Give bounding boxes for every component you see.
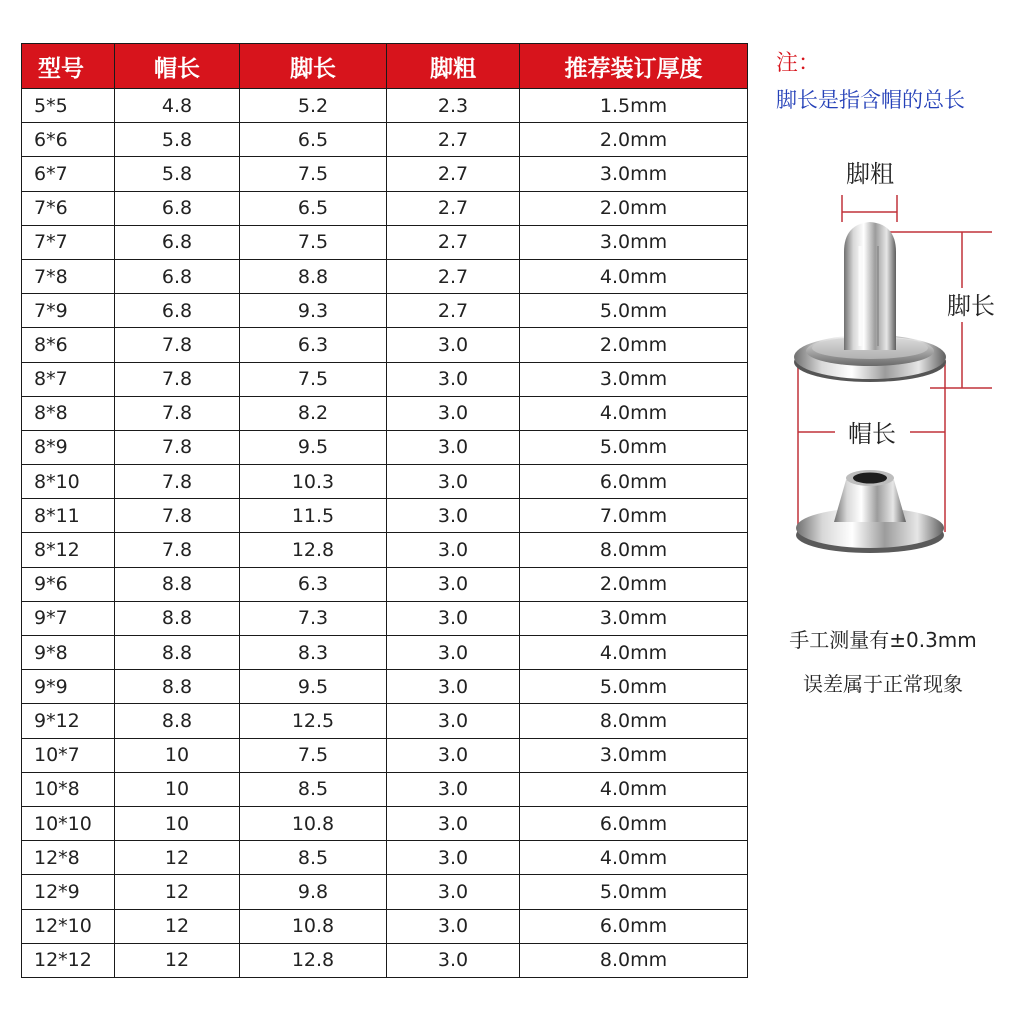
cell-thickness: 3.0mm <box>520 601 748 635</box>
cell-model: 6*7 <box>22 157 115 191</box>
cell-model: 6*6 <box>22 123 115 157</box>
header-thickness: 推荐装订厚度 <box>520 44 748 89</box>
cell-leg-diameter: 3.0 <box>387 704 520 738</box>
cell-model: 8*10 <box>22 465 115 499</box>
cell-thickness: 3.0mm <box>520 157 748 191</box>
header-leg-length: 脚长 <box>240 44 387 89</box>
cell-model: 8*9 <box>22 430 115 464</box>
table-row <box>22 465 748 499</box>
table-row <box>22 670 748 704</box>
table-row <box>22 704 748 738</box>
cell-cap-length: 7.8 <box>115 465 240 499</box>
cell-thickness: 8.0mm <box>520 943 748 977</box>
cell-thickness: 4.0mm <box>520 259 748 293</box>
cell-leg-diameter: 3.0 <box>387 636 520 670</box>
cell-leg-diameter: 2.7 <box>387 157 520 191</box>
cell-leg-length: 8.5 <box>240 841 387 875</box>
cell-leg-length: 6.3 <box>240 567 387 601</box>
cell-thickness: 5.0mm <box>520 430 748 464</box>
table-row <box>22 225 748 259</box>
cell-leg-length: 10.8 <box>240 909 387 943</box>
cell-model: 7*6 <box>22 191 115 225</box>
table-row <box>22 841 748 875</box>
cell-leg-diameter: 3.0 <box>387 499 520 533</box>
cell-leg-diameter: 3.0 <box>387 841 520 875</box>
cell-model: 7*9 <box>22 294 115 328</box>
cell-model: 8*8 <box>22 396 115 430</box>
cell-model: 9*7 <box>22 601 115 635</box>
cell-leg-length: 8.8 <box>240 259 387 293</box>
cell-leg-length: 9.5 <box>240 430 387 464</box>
cell-cap-length: 6.8 <box>115 259 240 293</box>
rivet-diagram <box>780 150 1010 570</box>
cell-model: 9*9 <box>22 670 115 704</box>
table-row <box>22 157 748 191</box>
cell-thickness: 5.0mm <box>520 294 748 328</box>
cell-model: 9*8 <box>22 636 115 670</box>
cell-cap-length: 6.8 <box>115 294 240 328</box>
cell-model: 8*11 <box>22 499 115 533</box>
table-row <box>22 636 748 670</box>
cell-thickness: 2.0mm <box>520 123 748 157</box>
cell-leg-length: 6.5 <box>240 191 387 225</box>
cell-leg-diameter: 3.0 <box>387 567 520 601</box>
rivet-cap-icon <box>794 222 946 382</box>
cell-cap-length: 4.8 <box>115 89 240 123</box>
cell-cap-length: 8.8 <box>115 670 240 704</box>
cell-thickness: 6.0mm <box>520 909 748 943</box>
cell-leg-length: 9.5 <box>240 670 387 704</box>
cell-thickness: 4.0mm <box>520 772 748 806</box>
cell-thickness: 8.0mm <box>520 533 748 567</box>
cell-leg-length: 7.5 <box>240 738 387 772</box>
table-row <box>22 89 748 123</box>
table-row <box>22 396 748 430</box>
cell-leg-diameter: 3.0 <box>387 533 520 567</box>
cell-leg-length: 10.3 <box>240 465 387 499</box>
cell-model: 9*6 <box>22 567 115 601</box>
cell-leg-diameter: 3.0 <box>387 670 520 704</box>
table-row <box>22 533 748 567</box>
cell-cap-length: 7.8 <box>115 499 240 533</box>
table-row <box>22 499 748 533</box>
cell-leg-length: 7.5 <box>240 225 387 259</box>
table-row <box>22 191 748 225</box>
cell-leg-length: 8.5 <box>240 772 387 806</box>
cell-thickness: 7.0mm <box>520 499 748 533</box>
cell-cap-length: 8.8 <box>115 567 240 601</box>
cell-model: 12*8 <box>22 841 115 875</box>
table-body <box>22 89 748 978</box>
cell-leg-diameter: 3.0 <box>387 396 520 430</box>
cell-thickness: 6.0mm <box>520 806 748 840</box>
cell-cap-length: 12 <box>115 909 240 943</box>
cell-model: 8*6 <box>22 328 115 362</box>
cell-thickness: 5.0mm <box>520 875 748 909</box>
cell-model: 8*7 <box>22 362 115 396</box>
cell-leg-length: 10.8 <box>240 806 387 840</box>
rivet-base-icon <box>796 470 944 553</box>
cell-leg-diameter: 3.0 <box>387 772 520 806</box>
cell-leg-length: 6.5 <box>240 123 387 157</box>
cell-leg-length: 12.8 <box>240 533 387 567</box>
cell-thickness: 8.0mm <box>520 704 748 738</box>
cell-thickness: 5.0mm <box>520 670 748 704</box>
cell-leg-diameter: 2.7 <box>387 259 520 293</box>
cell-thickness: 3.0mm <box>520 738 748 772</box>
cell-cap-length: 10 <box>115 806 240 840</box>
cell-leg-diameter: 2.7 <box>387 225 520 259</box>
cell-cap-length: 7.8 <box>115 328 240 362</box>
cell-leg-length: 12.8 <box>240 943 387 977</box>
cell-cap-length: 12 <box>115 943 240 977</box>
cell-model: 9*12 <box>22 704 115 738</box>
cell-leg-length: 5.2 <box>240 89 387 123</box>
cell-thickness: 4.0mm <box>520 636 748 670</box>
table-row <box>22 738 748 772</box>
cell-cap-length: 8.8 <box>115 704 240 738</box>
cell-leg-length: 8.3 <box>240 636 387 670</box>
cell-thickness: 4.0mm <box>520 396 748 430</box>
table-row <box>22 430 748 464</box>
table-row <box>22 259 748 293</box>
cell-cap-length: 8.8 <box>115 601 240 635</box>
cell-leg-diameter: 2.7 <box>387 123 520 157</box>
cell-thickness: 6.0mm <box>520 465 748 499</box>
cell-model: 7*8 <box>22 259 115 293</box>
cell-leg-diameter: 3.0 <box>387 430 520 464</box>
cell-leg-diameter: 2.7 <box>387 191 520 225</box>
cell-cap-length: 7.8 <box>115 396 240 430</box>
table-row <box>22 328 748 362</box>
spec-table <box>21 43 748 978</box>
cell-cap-length: 5.8 <box>115 157 240 191</box>
cell-model: 12*10 <box>22 909 115 943</box>
table-row <box>22 601 748 635</box>
label-leg-length: 脚长 <box>947 292 995 320</box>
cell-cap-length: 6.8 <box>115 191 240 225</box>
cell-cap-length: 7.8 <box>115 362 240 396</box>
cell-thickness: 4.0mm <box>520 841 748 875</box>
cell-leg-diameter: 3.0 <box>387 601 520 635</box>
cell-leg-diameter: 2.7 <box>387 294 520 328</box>
cell-leg-length: 9.3 <box>240 294 387 328</box>
cell-leg-diameter: 2.3 <box>387 89 520 123</box>
cell-thickness: 2.0mm <box>520 567 748 601</box>
note-label: 注： <box>776 51 821 76</box>
cell-cap-length: 7.8 <box>115 430 240 464</box>
header-leg-diameter: 脚粗 <box>387 44 520 89</box>
table-row <box>22 362 748 396</box>
cell-leg-length: 7.5 <box>240 157 387 191</box>
footnote-line-1: 手工测量有±0.3mm <box>789 628 977 652</box>
table-header-row <box>22 44 748 89</box>
cell-model: 7*7 <box>22 225 115 259</box>
table-row <box>22 294 748 328</box>
header-cap-length: 帽长 <box>115 44 240 89</box>
table-row <box>22 806 748 840</box>
cell-leg-diameter: 3.0 <box>387 943 520 977</box>
cell-cap-length: 12 <box>115 875 240 909</box>
cell-model: 10*8 <box>22 772 115 806</box>
cell-model: 12*12 <box>22 943 115 977</box>
label-cap-length: 帽长 <box>848 420 896 448</box>
table-row <box>22 943 748 977</box>
cell-leg-diameter: 3.0 <box>387 806 520 840</box>
cell-leg-length: 7.3 <box>240 601 387 635</box>
cell-model: 8*12 <box>22 533 115 567</box>
cell-cap-length: 5.8 <box>115 123 240 157</box>
cell-cap-length: 10 <box>115 772 240 806</box>
table-row <box>22 772 748 806</box>
cell-thickness: 3.0mm <box>520 225 748 259</box>
cell-leg-diameter: 3.0 <box>387 875 520 909</box>
cell-cap-length: 12 <box>115 841 240 875</box>
cell-leg-length: 7.5 <box>240 362 387 396</box>
label-diameter: 脚粗 <box>846 160 894 188</box>
cell-leg-length: 6.3 <box>240 328 387 362</box>
header-model: 型号 <box>22 44 115 89</box>
cell-cap-length: 10 <box>115 738 240 772</box>
cell-leg-diameter: 3.0 <box>387 328 520 362</box>
cell-leg-length: 11.5 <box>240 499 387 533</box>
footnote-line-2: 误差属于正常现象 <box>803 672 963 696</box>
cell-cap-length: 8.8 <box>115 636 240 670</box>
cell-leg-length: 12.5 <box>240 704 387 738</box>
cell-thickness: 2.0mm <box>520 191 748 225</box>
cell-leg-diameter: 3.0 <box>387 362 520 396</box>
cell-leg-diameter: 3.0 <box>387 465 520 499</box>
cell-leg-length: 9.8 <box>240 875 387 909</box>
cell-leg-diameter: 3.0 <box>387 738 520 772</box>
cell-thickness: 3.0mm <box>520 362 748 396</box>
cell-model: 10*10 <box>22 806 115 840</box>
cell-leg-diameter: 3.0 <box>387 909 520 943</box>
cell-cap-length: 7.8 <box>115 533 240 567</box>
cell-model: 12*9 <box>22 875 115 909</box>
table-row <box>22 909 748 943</box>
table-row <box>22 123 748 157</box>
cell-thickness: 2.0mm <box>520 328 748 362</box>
table-row <box>22 875 748 909</box>
cell-thickness: 1.5mm <box>520 89 748 123</box>
note-text: 脚长是指含帽的总长 <box>776 88 965 112</box>
cell-cap-length: 6.8 <box>115 225 240 259</box>
cell-model: 5*5 <box>22 89 115 123</box>
table-row <box>22 567 748 601</box>
cell-model: 10*7 <box>22 738 115 772</box>
cell-leg-length: 8.2 <box>240 396 387 430</box>
